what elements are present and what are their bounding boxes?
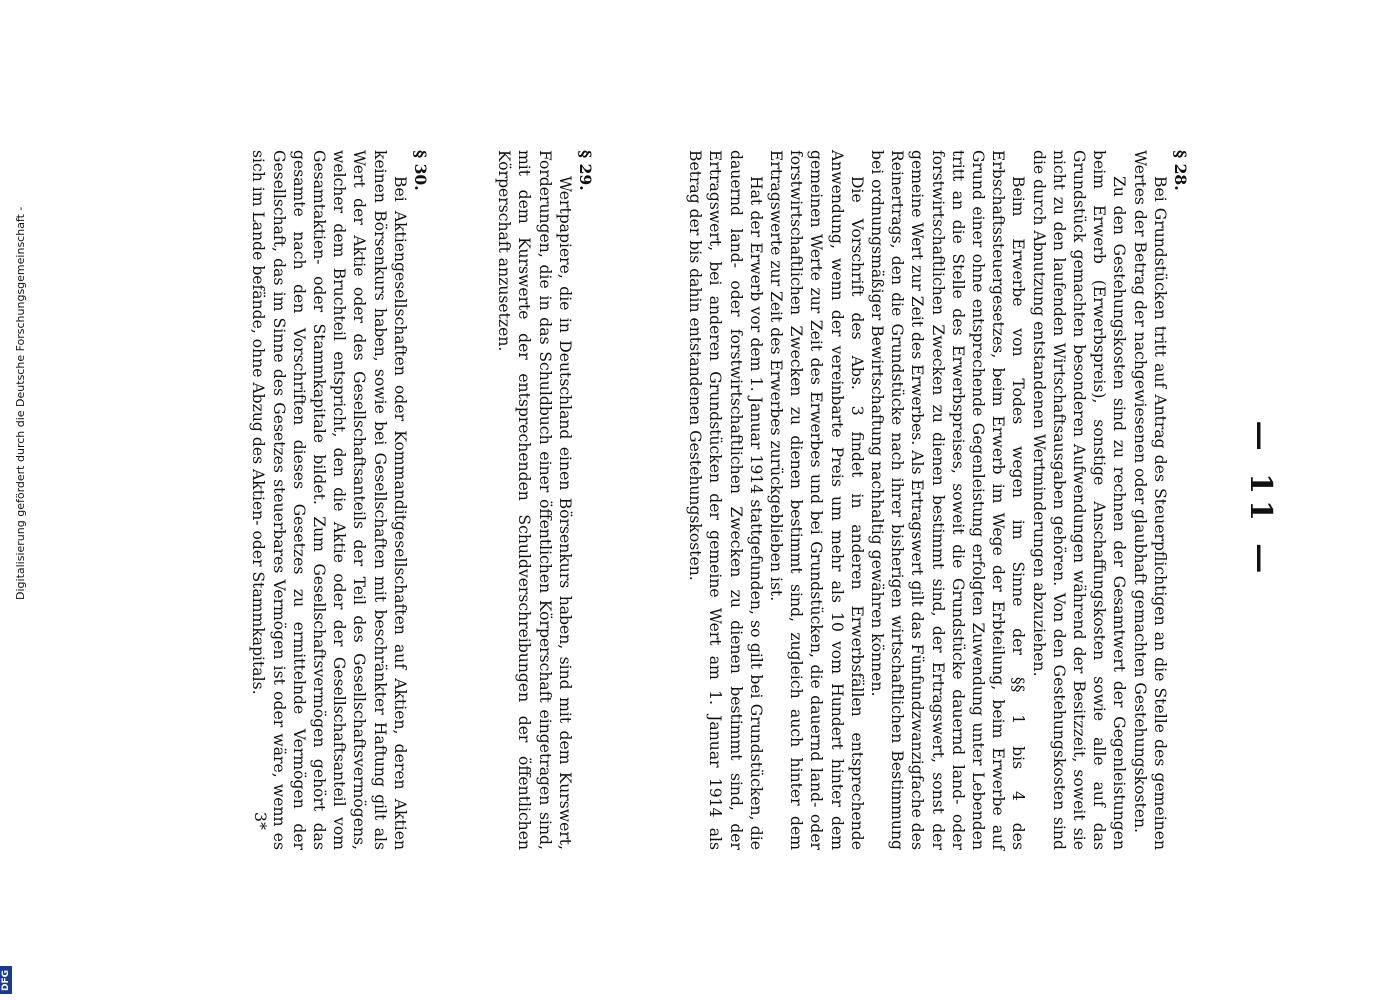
signature-mark: 3* — [251, 811, 270, 830]
digitization-credit: Digitalisierung gefördert durch die Deutsche Forschungsgemeinschaft - — [14, 206, 27, 600]
paragraph: Die Vorschrift des Abs. 3 findet in anderen Erwerbsfällen entsprechende Anwendung, wenn der vereinbarte Preis um mehr als 10 vom Hundert hinter dem gemeinen Werte zur Zeit des Erwerbes und bei Grundstücken, die dauernd land- oder forstwirtschaftlichen Zwecken zu dienen bestimmt sind, zugleich auch hinter dem Ertragswerte zur Zeit des Erwerbes zurückgeblieben ist. — [766, 150, 866, 850]
section-heading: § 29. — [576, 150, 595, 191]
section-heading: § 28. — [1171, 150, 1190, 191]
paragraph: Bei Aktiengesellschaften oder Kommanditgesellschaften auf Aktien, deren Aktien keinen Börsenkurs haben, sowie bei Gesellschaften mit beschränkter Haftung gilt als Wert der Aktie oder des Gesellschaftsanteils der Teil des Gesellschaftsvermögens, welcher dem Bruchteil entspricht, den die Aktie oder der Gesellschaftsanteil vom Gesamtaktien- oder Stammkapitale bildet. Zum Gesellschaftsvermögen gehört das gesamte nach den Vorschriften dieses Gesetzes zu ermittelnde Vermögen der Gesellschaft, das im Sinne des Gesetzes steuerbares Vermögen ist oder wäre, wenn es sich im Lande befände, ohne Abzug des Aktien- oder Stammkapitals. — [249, 150, 409, 850]
section-28 — [685, 150, 1190, 850]
document-page — [240, 150, 1290, 850]
paragraph: Bei Grundstücken tritt auf Antrag des Steuerpflichtigen an die Stelle des gemeinen Wertes der Betrag der nachgewiesenen oder glaubhaft gemachten Gestehungskosten. — [1130, 150, 1169, 850]
dfg-logo: DFG — [0, 966, 12, 994]
section-30 — [248, 150, 430, 850]
paragraph: Hat der Erwerb vor dem 1. Januar 1914 stattgefunden, so gilt bei Grundstücken, die dauernd land- oder forstwirtschaftlichen Zwecken zu dienen bestimmt sind, der Ertragswert, bei anderen Grundstücken der gemeine Wert am 1. Januar 1914 als Betrag der bis dahin entstandenen Gestehungskosten. — [686, 150, 765, 850]
paragraph: Wertpapiere, die in Deutschland einen Börsenkurs haben, sind mit dem Kurswert, Forderungen, die in das Schuldbuch einer öffentlichen Körperschaft eingetragen sind, mit dem Kurswerte der entsprechenden Schuldverschreibungen der öffentlichen Körperschaft anzusetzen. — [495, 150, 574, 850]
section-heading: § 30. — [411, 150, 430, 191]
paragraph: Beim Erwerbe von Todes wegen im Sinne der §§ 1 bis 4 des Erbschaftssteuergesetzes, beim Erwerb im Wege der Erbteilung, beim Erwerbe auf Grund einer ohne entsprechende Gegenleistung erfolgten Zuwendung unter Lebenden tritt an die Stelle des Erwerbspreises, soweit die Grundstücke dauernd land- oder forstwirtschaftlichen Zwecken zu dienen bestimmt sind, der Ertragswert, sonst der gemeine Wert zur Zeit des Erwerbes. Als Ertragswert gilt das Fünfundzwanzigfache des Reinertrags, den die Grundstücke nach ihrer bisherigen wirtschaftlichen Bestimmung bei ordnungsmäßiger Bewirtschaftung nachhaltig gewähren können. — [867, 150, 1028, 851]
running-head-page-number: — 11 — — [1243, 420, 1278, 580]
paragraph: Zu den Gestehungskosten sind zu rechnen der Gesamtwert der Gegenleistungen beim Erwerb (Erwerbspreis), sonstige Anschaffungskosten sowie alle auf das Grundstück gemachten besonderen Aufwendungen während der Besitzzeit, soweit sie nicht zu den laufenden Wirtschaftsausgaben gehören. Von den Gestehungskosten sind die durch Abnutzung entstandenen Wertminderungen abzuziehen. — [1029, 150, 1129, 850]
section-29 — [494, 150, 595, 850]
